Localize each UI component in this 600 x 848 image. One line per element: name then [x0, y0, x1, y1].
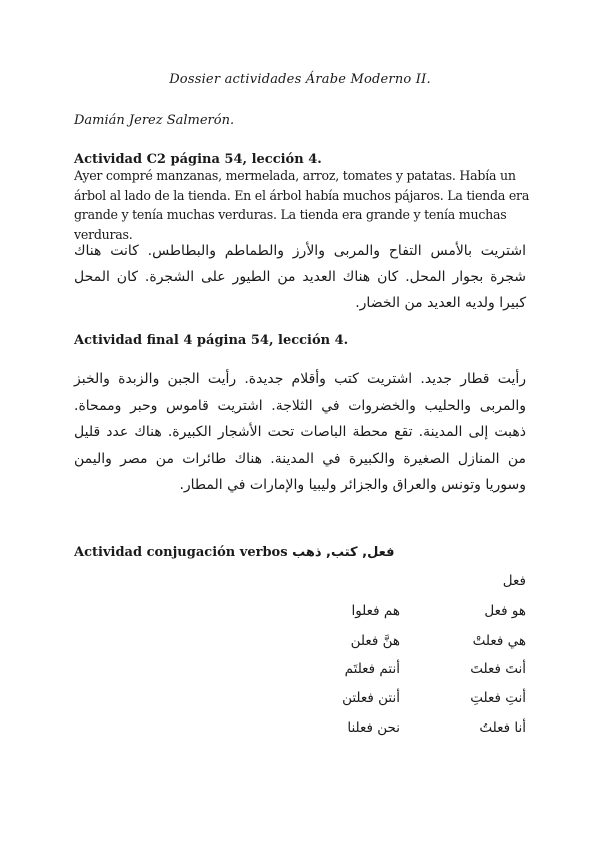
conjugation-heading-label: Actividad conjugación verbos [74, 545, 288, 560]
conj-row-3-singular: أنتَ فعلتَ [470, 661, 526, 677]
activity-1-spanish-text: Ayer compré manzanas, mermelada, arroz, tomates y patatas. Había un árbol al lado de la tienda. En el árbol había muchos pájaros. La tienda era grande y tenía muchas verduras. La tienda era grande y tenía muchas verduras. [74, 168, 530, 242]
conj-row-4-plural: أنتن فعلتن [342, 690, 400, 706]
document-title: Dossier actividades Árabe Moderno II. [169, 72, 431, 87]
conj-row-5-singular: أنا فعلتُ [479, 720, 526, 736]
conj-row-1-plural: هم فعلوا [351, 603, 400, 619]
conj-row-5-plural: نحن فعلنا [347, 720, 400, 736]
activity-2-heading: Actividad final 4 página 54, lección 4. [74, 333, 349, 348]
conjugation-verbs: فعل, كتب, ذهب [292, 545, 395, 560]
activity-1-arabic-text: اشتريت بالأمس التفاح والمربى والأرز والطماطم والبطاطس. كانت هناك شجرة بجوار المحل. كان هناك العديد من الطيور على الشجرة. كان المحل كبيرا ولديه العديد من الخضار. [74, 243, 526, 311]
conjugation-heading [74, 545, 395, 560]
conj-row-4-singular: أنتِ فعلتِ [470, 690, 526, 706]
activity-1-heading: Actividad C2 página 54, lección 4. [74, 152, 322, 167]
activity-2-arabic-text: رأيت قطار جديد. اشتريت كتب وأقلام جديدة. رأيت الجبن والزبدة والخبز والمربى والحليب والخضروات في الثلاجة. اشتريت قاموس وحبر وممحاة. ذهبت إلى المدينة. تقع محطة الباصات تحت الأشجار الكبيرة. هناك عدد قليل من المنازل الصغيرة والكبيرة في المدينة. هناك طائرات من مصر واليمن وسوريا وتونس والعراق والجزائر وليبيا والإمارات في المطار. [74, 371, 526, 493]
conj-row-3-plural: أنتم فعلتَم [344, 661, 400, 677]
conj-row-2-plural: هنَّ فعلن [350, 633, 400, 649]
conj-row-2-singular: هي فعلتْ [472, 633, 526, 649]
verb-label: فعل [502, 573, 526, 589]
conj-row-1-singular: هو فعل [484, 603, 526, 619]
author-name: Damián Jerez Salmerón. [74, 113, 235, 128]
